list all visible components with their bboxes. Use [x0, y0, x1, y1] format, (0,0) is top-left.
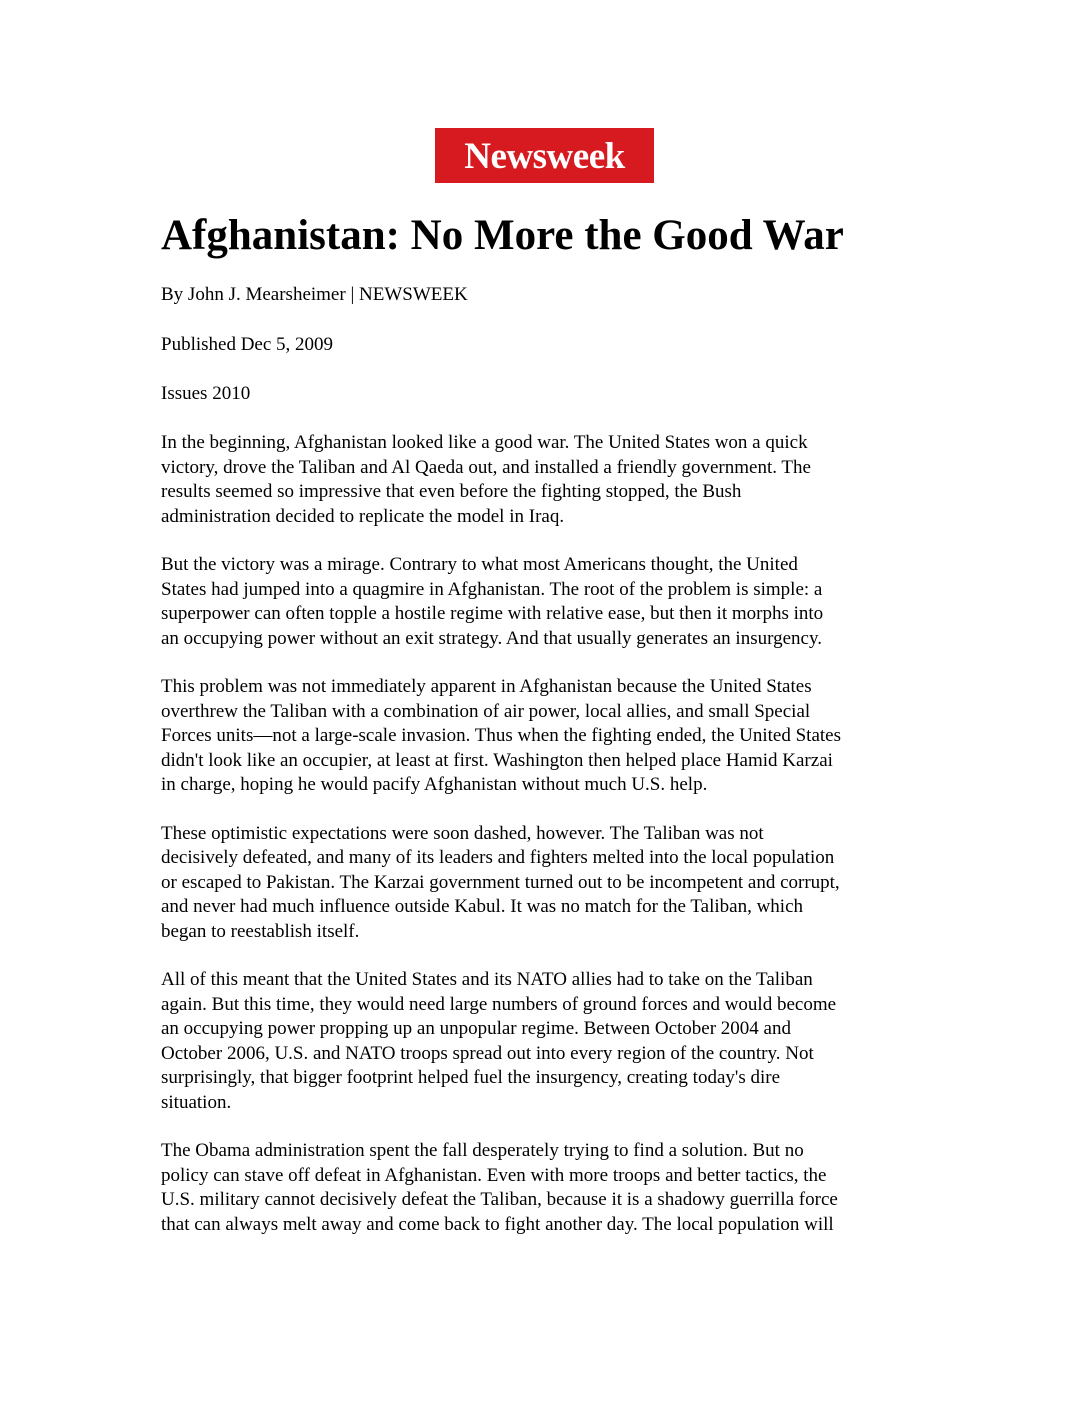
paragraph-line: But the victory was a mirage. Contrary to what most Americans thought, the United — [161, 554, 798, 575]
issue-label: Issues 2010 — [161, 383, 251, 404]
paragraph-line: This problem was not immediately apparent in Afghanistan because the United States — [161, 676, 812, 697]
article-body — [161, 431, 941, 1261]
paragraph-line: October 2006, U.S. and NATO troops spread out into every region of the country. Not — [161, 1042, 814, 1064]
paragraph-line: In the beginning, Afghanistan looked like a good war. The United States won a quick — [161, 432, 808, 453]
paragraph-line: The Obama administration spent the fall desperately trying to find a solution. But no — [161, 1140, 804, 1161]
paragraph-line: policy can stave off defeat in Afghanistan. Even with more troops and better tactics, the — [161, 1164, 827, 1186]
paragraph-line: situation. — [161, 1091, 232, 1113]
paragraph — [161, 822, 941, 945]
paragraph — [161, 675, 941, 798]
article-title: Afghanistan: No More the Good War — [161, 212, 844, 259]
paragraph-line: and never had much influence outside Kabul. It was no match for the Taliban, which — [161, 896, 804, 917]
paragraph-line: in charge, hoping he would pacify Afghanistan without much U.S. help. — [161, 774, 708, 795]
paragraph-line: decisively defeated, and many of its leaders and fighters melted into the local population — [161, 847, 835, 868]
paragraph-line: These optimistic expectations were soon dashed, however. The Taliban was not — [161, 822, 764, 844]
paragraph-line: surprisingly, that bigger footprint helped fuel the insurgency, creating today's dire — [161, 1067, 781, 1088]
paragraph-line: an occupying power without an exit strategy. And that usually generates an insurgency. — [161, 627, 822, 649]
byline: By John J. Mearsheimer | NEWSWEEK — [161, 284, 468, 305]
paragraph — [161, 1139, 941, 1237]
publish-date: Published Dec 5, 2009 — [161, 334, 334, 355]
paragraph — [161, 553, 941, 651]
paragraph-line: administration decided to replicate the model in Iraq. — [161, 505, 565, 527]
paragraph-line: began to reestablish itself. — [161, 920, 360, 942]
paragraph-line: overthrew the Taliban with a combination of air power, local allies, and small Special — [161, 700, 811, 722]
paragraph-line: or escaped to Pakistan. The Karzai government turned out to be incompetent and corrupt, — [161, 871, 840, 893]
paragraph-line: States had jumped into a quagmire in Afghanistan. The root of the problem is simple: a — [161, 578, 823, 600]
newsweek-logo-text: Newsweek — [464, 136, 625, 177]
paragraph-line: All of this meant that the United States and its NATO allies had to take on the Taliban — [161, 969, 813, 990]
paragraph-line: victory, drove the Taliban and Al Qaeda out, and installed a friendly government. The — [161, 456, 811, 478]
paragraph-line: Forces units—not a large-scale invasion. Thus when the fighting ended, the United States — [161, 725, 841, 746]
newsweek-logo — [435, 128, 654, 183]
paragraph-line: again. But this time, they would need large numbers of ground forces and would become — [161, 993, 837, 1015]
paragraph-line: superpower can often topple a hostile regime with relative ease, but then it morphs into — [161, 603, 824, 624]
paragraph — [161, 968, 941, 1115]
paragraph-line: an occupying power propping up an unpopular regime. Between October 2004 and — [161, 1018, 791, 1039]
paragraph-line: that can always melt away and come back to fight another day. The local population will — [161, 1213, 834, 1235]
paragraph-line: results seemed so impressive that even before the fighting stopped, the Bush — [161, 481, 742, 502]
paragraph-line: didn't look like an occupier, at least at first. Washington then helped place Hamid Karzai — [161, 749, 833, 771]
paragraph-line: U.S. military cannot decisively defeat the Taliban, because it is a shadowy guerrilla force — [161, 1189, 838, 1210]
paragraph — [161, 431, 941, 529]
